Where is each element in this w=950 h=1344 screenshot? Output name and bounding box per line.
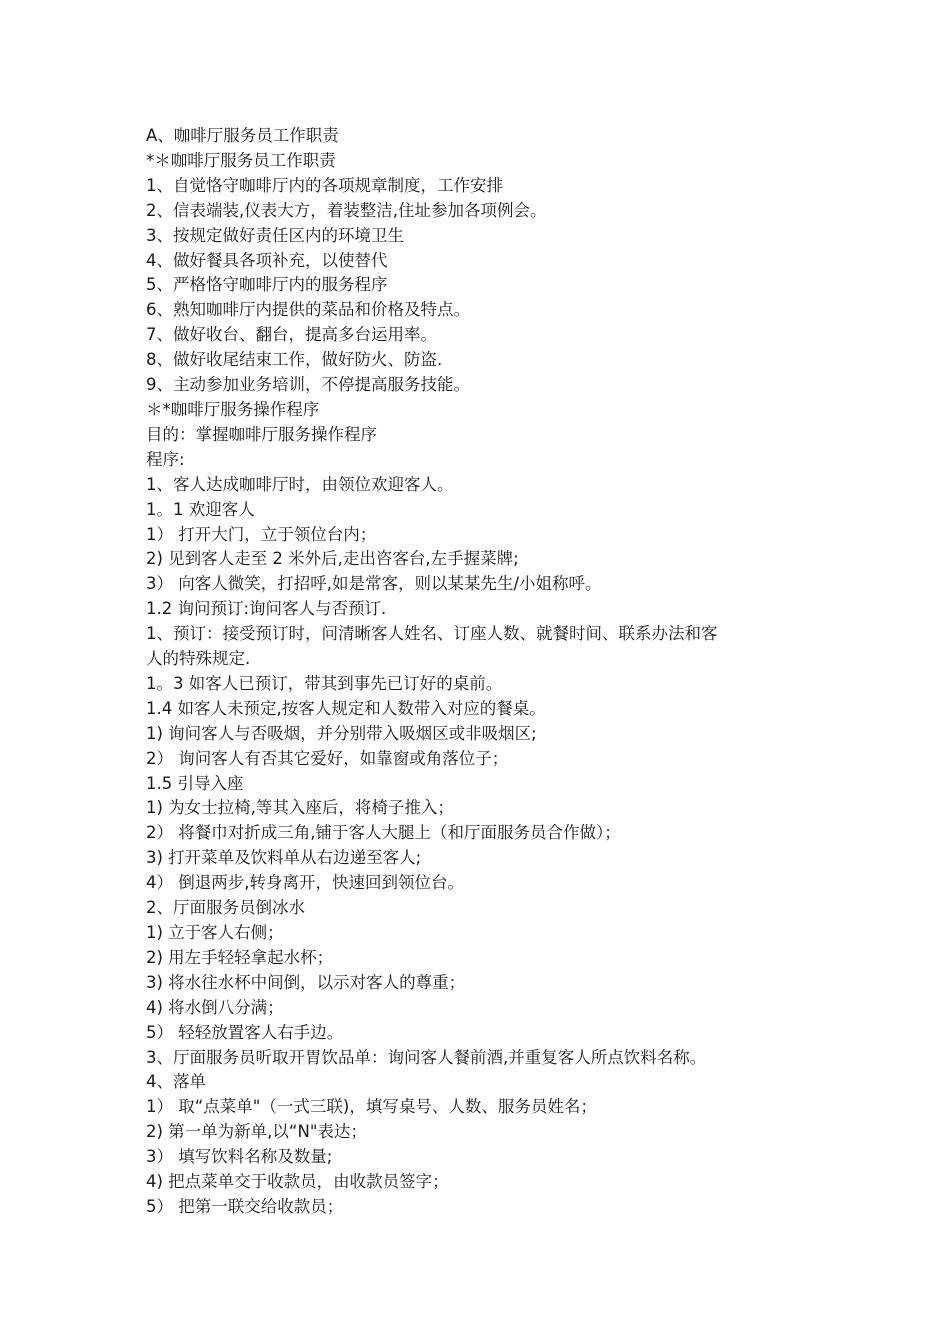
- text-line: 8、做好收尾结束工作，做好防火、防盗.: [146, 350, 443, 370]
- document-body: [146, 124, 846, 1220]
- text-line: 1.2 询问预订:询问客人与否预订.: [146, 599, 387, 619]
- text-line: 人的特殊规定.: [146, 649, 251, 669]
- text-line: 1。1 欢迎客人: [146, 499, 255, 519]
- text-line: 1、预订：接受预订时，问清晰客人姓名、订座人数、就餐时间、联系办法和客: [146, 624, 718, 644]
- text-line: 4） 倒退两步,转身离开，快速回到领位台。: [146, 873, 464, 893]
- text-line: 2） 将餐巾对折成三角,铺于客人大腿上（和厅面服务员合作做）；: [146, 823, 621, 843]
- text-line: 4) 把点菜单交于收款员，由收款员签字；: [146, 1172, 449, 1192]
- text-line: 1、客人达成咖啡厅时，由领位欢迎客人。: [146, 474, 454, 494]
- text-line: 5） 轻轻放置客人右手边。: [146, 1022, 344, 1042]
- text-line: 1） 取“点菜单"（一式三联)，填写桌号、人数、服务员姓名；: [146, 1097, 597, 1117]
- text-line: 4、做好餐具各项补充，以使替代: [146, 250, 388, 270]
- section-title: ＊*咖啡厅服务操作程序: [146, 399, 320, 419]
- text-line: 2、信表端装,仪表大方，着装整洁,住址参加各项例会。: [146, 200, 547, 220]
- text-line: 7、做好收台、翻台，提高多台运用率。: [146, 325, 437, 345]
- text-line: 3) 将水往水杯中间倒，以示对客人的尊重；: [146, 972, 466, 992]
- text-line: 3） 向客人微笑，打招呼,如是常客，则以某某先生/小姐称呼。: [146, 574, 602, 594]
- heading-line: A、咖啡厅服务员工作职责: [146, 126, 339, 145]
- text-line: 3、厅面服务员听取开胃饮品单：询问客人餐前酒,并重复客人所点饮料名称。: [146, 1047, 707, 1067]
- text-line: 1.5 引导入座: [146, 773, 244, 793]
- text-line: 1) 立于客人右侧；: [146, 923, 284, 942]
- text-line: 9、主动参加业务培训，不停提高服务技能。: [146, 375, 470, 395]
- text-line: 6、熟知咖啡厅内提供的菜品和价格及特点。: [146, 300, 470, 320]
- text-line: 目的：掌握咖啡厅服务操作程序: [146, 424, 377, 444]
- text-line: 1.4 如客人未预定,按客人规定和人数带入对应的餐桌。: [146, 698, 546, 718]
- text-line: 5） 把第一联交给收款员；: [146, 1196, 344, 1216]
- text-line: 1) 询问客人与否吸烟，并分别带入吸烟区或非吸烟区;: [146, 723, 537, 743]
- section-title: *＊咖啡厅服务员工作职责: [146, 150, 336, 170]
- text-line: 2) 见到客人走至 2 米外后,走出咨客台,左手握菜牌;: [146, 549, 519, 569]
- text-line: 2) 用左手轻轻拿起水杯；: [146, 947, 334, 967]
- text-line: 4) 将水倒八分满；: [146, 997, 284, 1017]
- text-line: 2、厅面服务员倒冰水: [146, 898, 305, 918]
- text-line: 1) 为女士拉椅,等其入座后，将椅子推入；: [146, 798, 454, 818]
- text-line: 4、落单: [146, 1072, 206, 1092]
- text-line: 3） 填写饮料名称及数量;: [146, 1147, 333, 1167]
- text-line: 2） 询问客人有否其它爱好，如靠窗或角落位子；: [146, 748, 509, 768]
- text-line: 2) 第一单为新单,以“N"表达；: [146, 1122, 367, 1142]
- text-line: 3、按规定做好责任区内的环境卫生: [146, 225, 404, 245]
- text-line: 5、严格恪守咖啡厅内的服务程序: [146, 275, 388, 295]
- text-line: 3) 打开菜单及饮料单从右边递至客人;: [146, 848, 422, 868]
- text-line: 1） 打开大门，立于领位台内；: [146, 524, 377, 544]
- text-line: 1、自觉恪守咖啡厅内的各项规章制度，工作安排: [146, 175, 503, 195]
- text-line: 程序:: [146, 449, 185, 469]
- text-line: 1。3 如客人已预订，带其到事先已订好的桌前。: [146, 673, 503, 693]
